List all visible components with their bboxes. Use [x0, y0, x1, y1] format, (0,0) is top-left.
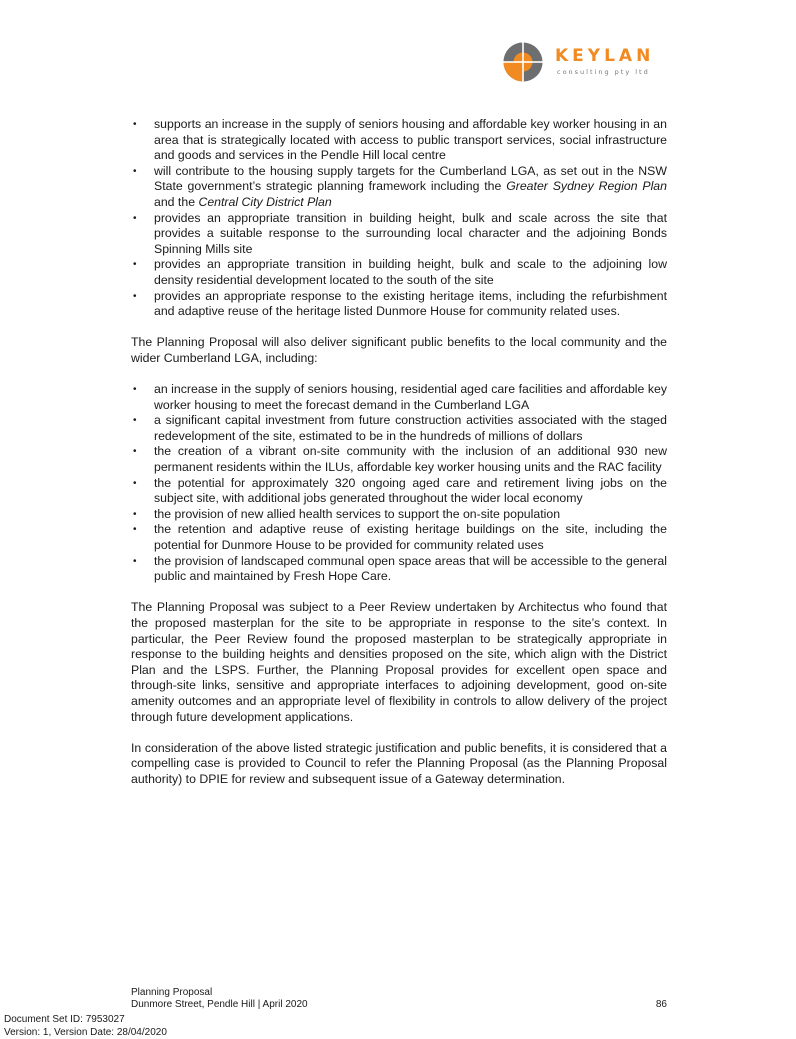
- document-body: [131, 117, 667, 803]
- list-item: • the retention and adaptive reuse of existing heritage buildings on the site, including the potential for Dunmore House to be provided for community related uses: [131, 522, 667, 553]
- bullet-list-justification: [131, 117, 667, 320]
- bullet-icon: •: [133, 289, 137, 305]
- keylan-logo: [503, 42, 673, 82]
- document-set-id: Document Set ID: 7953027: [4, 1014, 167, 1027]
- paragraph-benefits-intro: The Planning Proposal will also deliver significant public benefits to the local community and the wider Cumberland LGA, including:: [131, 335, 667, 366]
- logo-name: KEYLAN: [555, 46, 654, 66]
- bullet-list-benefits: [131, 382, 667, 585]
- bullet-icon: •: [133, 522, 137, 538]
- list-item: • provides an appropriate response to the existing heritage items, including the refurbishment and adaptive reuse of the heritage listed Dunmore House for community related uses.: [131, 289, 667, 320]
- list-item: • the potential for approximately 320 ongoing aged care and retirement living jobs on the subject site, with additional jobs generated throughout the wider local economy: [131, 476, 667, 507]
- list-item: • a significant capital investment from future construction activities associated with the staged redevelopment of the site, estimated to be in the hundreds of millions of dollars: [131, 413, 667, 444]
- bullet-icon: •: [133, 382, 137, 398]
- bullet-icon: •: [133, 507, 137, 523]
- bullet-icon: •: [133, 211, 137, 227]
- paragraph-peer-review: The Planning Proposal was subject to a Peer Review undertaken by Architectus who found that the proposed masterplan for the site to be appropriate in response to the site’s context. In particular, the Peer Review found the proposed masterplan to be strategically appropriate in response to the building heights and densities proposed on the site, which align with the District Plan and the LSPS. Further, the Planning Proposal provides for excellent open space and through-site links, sensitive and appropriate interfaces to adjoining development, good on-site amenity outcomes and an appropriate level of flexibility in controls to allow delivery of the project through future development applications.: [131, 600, 667, 725]
- page-footer: [131, 987, 667, 1011]
- plan-title: Central City District Plan: [198, 195, 331, 209]
- bullet-icon: •: [133, 413, 137, 429]
- list-item: • supports an increase in the supply of seniors housing and affordable key worker housing in an area that is strategically located with access to public transport services, social infrastructure and goods and services in the Pendle Hill local centre: [131, 117, 667, 164]
- document-stamp: [4, 1014, 167, 1039]
- bullet-icon: •: [133, 117, 137, 133]
- list-item: • provides an appropriate transition in building height, bulk and scale across the site that provides a suitable response to the surrounding local character and the adjoining Bonds Spinning Mills site: [131, 211, 667, 258]
- bullet-icon: •: [133, 476, 137, 492]
- paragraph-conclusion: In consideration of the above listed strategic justification and public benefits, it is considered that a compelling case is provided to Council to refer the Planning Proposal (as the Planning Proposal authority) to DPIE for review and subsequent issue of a Gateway determination.: [131, 741, 667, 788]
- bullet-icon: •: [133, 554, 137, 570]
- list-item: • will contribute to the housing supply targets for the Cumberland LGA, as set out in the NSW State government’s strategic planning framework including the Greater Sydney Region Plan and the Central City District Plan: [131, 164, 667, 211]
- list-item: • the provision of landscaped communal open space areas that will be accessible to the general public and maintained by Fresh Hope Care.: [131, 554, 667, 585]
- footer-site-date: Dunmore Street, Pendle Hill | April 2020: [131, 999, 667, 1011]
- plan-title: Greater Sydney Region Plan: [506, 179, 667, 193]
- logo-tagline: consulting pty ltd: [557, 68, 650, 76]
- document-version: Version: 1, Version Date: 28/04/2020: [4, 1027, 167, 1039]
- bullet-icon: •: [133, 257, 137, 273]
- list-item: • the provision of new allied health services to support the on-site population: [131, 507, 667, 523]
- list-item: • provides an appropriate transition in building height, bulk and scale to the adjoining low density residential development located to the south of the site: [131, 257, 667, 288]
- list-item: • an increase in the supply of seniors housing, residential aged care facilities and affordable key worker housing to meet the forecast demand in the Cumberland LGA: [131, 382, 667, 413]
- bullet-icon: •: [133, 164, 137, 180]
- list-item: • the creation of a vibrant on-site community with the inclusion of an additional 930 new permanent residents within the ILUs, affordable key worker housing units and the RAC facility: [131, 444, 667, 475]
- keylan-logo-mark-icon: [503, 42, 543, 82]
- footer-document-title: Planning Proposal: [131, 987, 667, 999]
- page-number: 86: [656, 999, 667, 1011]
- bullet-icon: •: [133, 444, 137, 460]
